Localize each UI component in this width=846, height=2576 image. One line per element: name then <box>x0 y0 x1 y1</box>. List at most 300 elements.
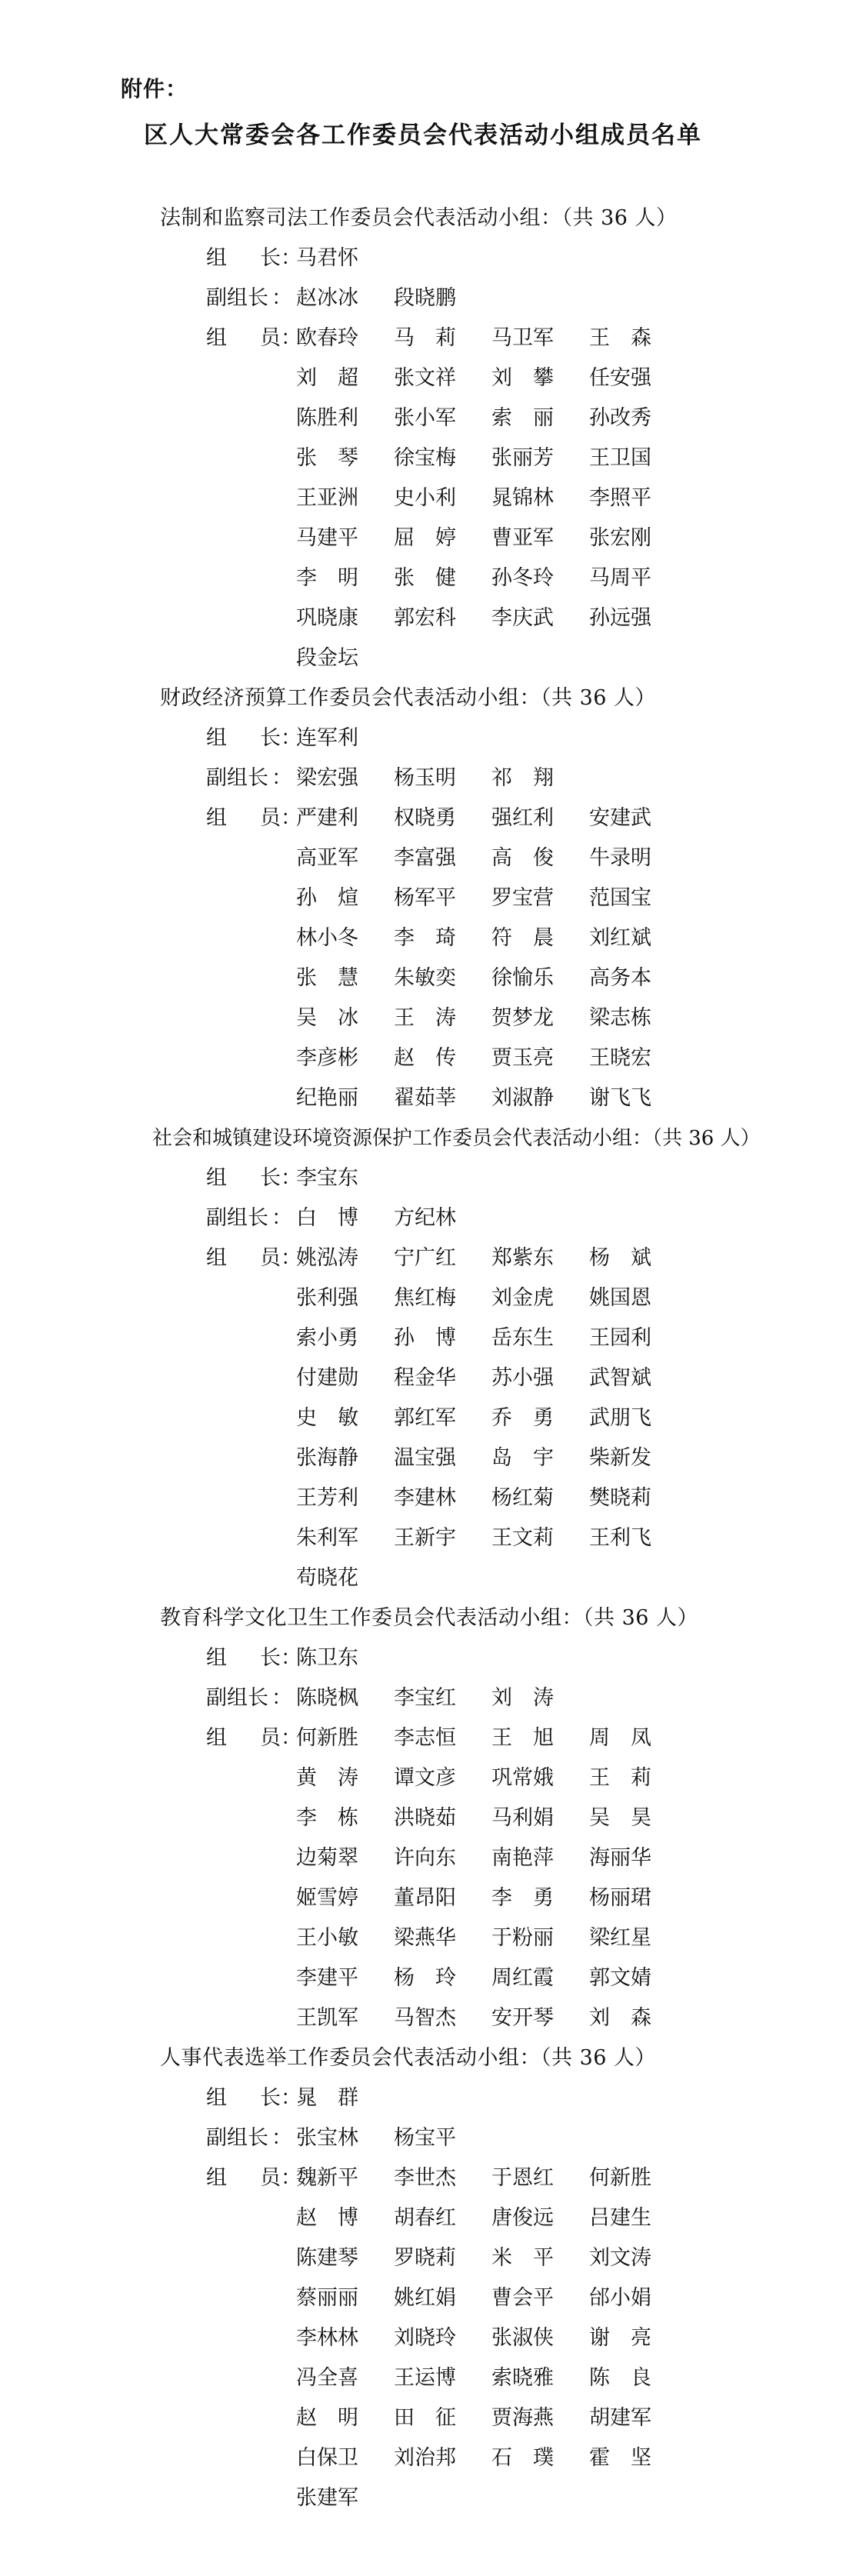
person-name: 朱利军 <box>296 1526 358 1550</box>
leader-label <box>206 718 301 758</box>
person-name: 姚国恩 <box>589 1286 651 1310</box>
person-name: 邰小娟 <box>589 2286 651 2310</box>
person-name: 周红霞 <box>491 1966 554 1990</box>
person-name: 王小敏 <box>296 1926 358 1950</box>
person-name: 刘文涛 <box>589 2246 651 2270</box>
person-name: 巩晓康 <box>296 606 358 630</box>
person-name: 李富强 <box>394 846 456 870</box>
member-label <box>206 1718 301 1758</box>
person-name: 于恩红 <box>491 2166 554 2190</box>
person-name: 严建利 <box>296 806 358 830</box>
deputy-label-part: 副组长 <box>206 286 268 310</box>
person-name: 罗晓莉 <box>394 2246 456 2270</box>
person-name: 祁 翔 <box>491 766 554 790</box>
leader-label-colon: 长： <box>260 246 301 270</box>
member-row <box>0 598 846 638</box>
person-name: 刘红斌 <box>589 926 651 950</box>
member-names <box>296 638 394 678</box>
person-name: 张文祥 <box>394 366 456 390</box>
deputy-label-part: 副组长 <box>206 766 268 790</box>
person-name: 谭文彦 <box>394 1766 456 1790</box>
person-name: 谢飞飞 <box>589 1086 651 1110</box>
person-name: 海丽华 <box>589 1846 651 1870</box>
person-name: 王芳利 <box>296 1486 358 1510</box>
member-names <box>296 598 687 638</box>
person-name: 连军利 <box>296 726 358 750</box>
person-name: 陈 良 <box>589 2366 651 2390</box>
member-names <box>296 1878 687 1918</box>
person-name: 郭文婧 <box>589 1966 651 1990</box>
person-name: 王晓宏 <box>589 1046 651 1070</box>
leader-label <box>206 238 301 278</box>
person-name: 胡春红 <box>394 2206 456 2230</box>
leader-names <box>296 238 394 278</box>
member-names <box>296 1758 687 1798</box>
person-name: 曹亚军 <box>491 526 554 550</box>
member-row <box>0 1518 846 1558</box>
member-row <box>0 398 846 438</box>
person-name: 李 勇 <box>491 1886 554 1910</box>
member-names <box>296 318 687 358</box>
person-name: 王亚洲 <box>296 486 358 510</box>
member-names <box>296 2278 687 2318</box>
person-name: 纪艳丽 <box>296 1086 358 1110</box>
person-name: 朱敏奕 <box>394 966 456 990</box>
person-name: 李彦彬 <box>296 1046 358 1070</box>
member-names <box>296 1918 687 1958</box>
member-names <box>296 438 687 478</box>
member-row <box>0 2358 846 2398</box>
person-name: 王卫国 <box>589 446 651 470</box>
person-name: 高务本 <box>589 966 651 990</box>
member-names <box>296 2158 687 2198</box>
person-name: 黄 涛 <box>296 1766 358 1790</box>
person-name: 杨玉明 <box>394 766 456 790</box>
member-row <box>0 358 846 398</box>
group-title: 教育科学文化卫生工作委员会代表活动小组：（共 36 人） <box>160 1606 699 1630</box>
member-row <box>0 2438 846 2478</box>
member-label-colon: 员： <box>260 2166 301 2190</box>
person-name: 张海静 <box>296 1446 358 1470</box>
person-name: 胡建军 <box>589 2406 651 2430</box>
person-name: 米 平 <box>491 2246 554 2270</box>
member-label-part: 组 <box>206 1726 227 1750</box>
person-name: 张小军 <box>394 406 456 430</box>
person-name: 马利娟 <box>491 1806 554 1830</box>
member-row <box>0 1398 846 1438</box>
deputy-label-part: 副组长 <box>206 1686 268 1710</box>
person-name: 霍 坚 <box>589 2446 651 2470</box>
member-names <box>296 2398 687 2438</box>
person-name: 杨丽珺 <box>589 1886 651 1910</box>
person-name: 王文莉 <box>491 1526 554 1550</box>
member-row <box>0 838 846 878</box>
person-name: 李 明 <box>296 566 358 590</box>
person-name: 曹会平 <box>491 2286 554 2310</box>
person-name: 孙冬玲 <box>491 566 554 590</box>
deputy-names <box>296 278 491 318</box>
person-name: 王 旭 <box>491 1726 554 1750</box>
group-section <box>0 1118 846 1598</box>
person-name: 张丽芳 <box>491 446 554 470</box>
person-name: 高 俊 <box>491 846 554 870</box>
person-name: 李 琦 <box>394 926 456 950</box>
member-row <box>0 1558 846 1598</box>
member-names <box>296 1318 687 1358</box>
member-names <box>296 838 687 878</box>
member-names <box>296 1238 687 1278</box>
person-name: 温宝强 <box>394 1446 456 1470</box>
person-name: 白 博 <box>296 1206 358 1230</box>
person-name: 蔡丽丽 <box>296 2286 358 2310</box>
person-name: 陈晓枫 <box>296 1686 358 1710</box>
person-name: 李 栋 <box>296 1806 358 1830</box>
person-name: 索 丽 <box>491 406 554 430</box>
person-name: 陈建琴 <box>296 2246 358 2270</box>
leader-label-part: 组 <box>206 1646 227 1670</box>
member-names <box>296 518 687 558</box>
person-name: 南艳萍 <box>491 1846 554 1870</box>
group-title: 财政经济预算工作委员会代表活动小组：（共 36 人） <box>160 686 657 710</box>
person-name: 于粉丽 <box>491 1926 554 1950</box>
person-name: 苟晓花 <box>296 1566 358 1590</box>
person-name: 田 征 <box>394 2406 456 2430</box>
person-name: 李林林 <box>296 2326 358 2350</box>
member-names <box>296 1798 687 1838</box>
person-name: 梁志栋 <box>589 1006 651 1030</box>
leader-label-part: 组 <box>206 2086 227 2110</box>
person-name: 武智斌 <box>589 1366 651 1390</box>
member-row <box>0 1878 846 1918</box>
member-row <box>0 1838 846 1878</box>
person-name: 宁广红 <box>394 1246 456 1270</box>
deputy-names <box>296 1678 589 1718</box>
leader-names <box>296 2078 394 2118</box>
deputy-names <box>296 2118 491 2158</box>
person-name: 杨红菊 <box>491 1486 554 1510</box>
person-name: 刘晓玲 <box>394 2326 456 2350</box>
person-name: 巩常娥 <box>491 1766 554 1790</box>
person-name: 屈 婷 <box>394 526 456 550</box>
deputy-label-colon: ： <box>271 1206 292 1230</box>
member-row <box>0 2478 846 2518</box>
person-name: 刘 涛 <box>491 1686 554 1710</box>
person-name: 许向东 <box>394 1846 456 1870</box>
member-label-part: 组 <box>206 806 227 830</box>
person-name: 贾海燕 <box>491 2406 554 2430</box>
member-label-part: 组 <box>206 326 227 350</box>
member-line <box>0 318 846 358</box>
attachment-label: 附件： <box>121 76 188 102</box>
member-label <box>206 318 301 358</box>
person-name: 强红利 <box>491 806 554 830</box>
member-line <box>0 798 846 838</box>
member-row <box>0 1278 846 1318</box>
person-name: 姚红娟 <box>394 2286 456 2310</box>
deputy-names <box>296 758 589 798</box>
person-name: 何新胜 <box>296 1726 358 1750</box>
member-names <box>296 1718 687 1758</box>
member-label-part: 组 <box>206 1246 227 1270</box>
person-name: 段金坛 <box>296 646 358 670</box>
leader-label-part: 组 <box>206 1166 227 1190</box>
deputy-label <box>206 2118 291 2158</box>
leader-label-colon: 长： <box>260 1646 301 1670</box>
member-line <box>0 1238 846 1278</box>
person-name: 李志恒 <box>394 1726 456 1750</box>
person-name: 樊晓莉 <box>589 1486 651 1510</box>
member-names <box>296 1998 687 2038</box>
member-row <box>0 518 846 558</box>
person-name: 马 莉 <box>394 326 456 350</box>
member-label-part: 组 <box>206 2166 227 2190</box>
member-names <box>296 1358 687 1398</box>
member-label-colon: 员： <box>260 1246 301 1270</box>
member-names <box>296 1398 687 1438</box>
person-name: 方纪林 <box>394 1206 456 1230</box>
person-name: 任安强 <box>589 366 651 390</box>
person-name: 郑紫东 <box>491 1246 554 1270</box>
person-name: 张利强 <box>296 1286 358 1310</box>
deputy-label <box>206 1198 291 1238</box>
person-name: 武朋飞 <box>589 1406 651 1430</box>
person-name: 马周平 <box>589 566 651 590</box>
deputy-line <box>0 1198 846 1238</box>
person-name: 乔 勇 <box>491 1406 554 1430</box>
person-name: 张建军 <box>296 2486 358 2510</box>
deputy-label-colon: ： <box>271 766 292 790</box>
person-name: 赵 博 <box>296 2206 358 2230</box>
deputy-label-part: 副组长 <box>206 2126 268 2150</box>
member-row <box>0 2398 846 2438</box>
person-name: 史 敏 <box>296 1406 358 1430</box>
member-row <box>0 1998 846 2038</box>
person-name: 张宝林 <box>296 2126 358 2150</box>
person-name: 姚泓涛 <box>296 1246 358 1270</box>
leader-label <box>206 1158 301 1198</box>
person-name: 贾玉亮 <box>491 1046 554 1070</box>
person-name: 焦红梅 <box>394 1286 456 1310</box>
person-name: 王园利 <box>589 1326 651 1350</box>
person-name: 杨 斌 <box>589 1246 651 1270</box>
member-names <box>296 1558 394 1598</box>
person-name: 张宏刚 <box>589 526 651 550</box>
member-row <box>0 638 846 678</box>
member-label <box>206 1238 301 1278</box>
person-name: 吕建生 <box>589 2206 651 2230</box>
deputy-label-colon: ： <box>271 286 292 310</box>
member-names <box>296 2438 687 2478</box>
member-names <box>296 478 687 518</box>
member-names <box>296 1518 687 1558</box>
person-name: 苏小强 <box>491 1366 554 1390</box>
person-name: 魏新平 <box>296 2166 358 2190</box>
leader-line <box>0 1638 846 1678</box>
member-row <box>0 1358 846 1398</box>
person-name: 贺梦龙 <box>491 1006 554 1030</box>
person-name: 史小利 <box>394 486 456 510</box>
person-name: 马智杰 <box>394 2006 456 2030</box>
member-names <box>296 1038 687 1078</box>
person-name: 欧春玲 <box>296 326 358 350</box>
member-label-colon: 员： <box>260 326 301 350</box>
member-row <box>0 2238 846 2278</box>
member-row <box>0 1798 846 1838</box>
person-name: 段晓鹏 <box>394 286 456 310</box>
person-name: 安开琴 <box>491 2006 554 2030</box>
person-name: 孙 博 <box>394 1326 456 1350</box>
leader-line <box>0 1158 846 1198</box>
person-name: 陈胜利 <box>296 406 358 430</box>
document-title: 区人大常委会各工作委员会代表活动小组成员名单 <box>144 122 702 149</box>
member-row <box>0 1958 846 1998</box>
member-names <box>296 1078 687 1118</box>
leader-line <box>0 718 846 758</box>
member-names <box>296 1838 687 1878</box>
person-name: 王凯军 <box>296 2006 358 2030</box>
person-name: 赵冰冰 <box>296 286 358 310</box>
person-name: 张 琴 <box>296 446 358 470</box>
deputy-label-colon: ： <box>271 2126 292 2150</box>
member-row <box>0 998 846 1038</box>
member-row <box>0 1038 846 1078</box>
person-name: 晁锦林 <box>491 486 554 510</box>
person-name: 梁燕华 <box>394 1926 456 1950</box>
person-name: 高亚军 <box>296 846 358 870</box>
person-name: 李宝红 <box>394 1686 456 1710</box>
group-title: 社会和城镇建设环境资源保护工作委员会代表活动小组：（共 36 人） <box>152 1127 761 1150</box>
member-names <box>296 2358 687 2398</box>
leader-label-part: 组 <box>206 246 227 270</box>
deputy-label-colon: ： <box>271 1686 292 1710</box>
group-section <box>0 2038 846 2518</box>
person-name: 范国宝 <box>589 886 651 910</box>
member-row <box>0 878 846 918</box>
deputy-line <box>0 278 846 318</box>
person-name: 李宝东 <box>296 1166 358 1190</box>
person-name: 孙 煊 <box>296 886 358 910</box>
person-name: 岛 宇 <box>491 1446 554 1470</box>
leader-label-colon: 长： <box>260 726 301 750</box>
member-names <box>296 878 687 918</box>
person-name: 牛录明 <box>589 846 651 870</box>
person-name: 张 健 <box>394 566 456 590</box>
person-name: 符 晨 <box>491 926 554 950</box>
person-name: 孙远强 <box>589 606 651 630</box>
leader-label-colon: 长： <box>260 2086 301 2110</box>
person-name: 赵 明 <box>296 2406 358 2430</box>
person-name: 安建武 <box>589 806 651 830</box>
person-name: 陈卫东 <box>296 1646 358 1670</box>
member-label-colon: 员： <box>260 806 301 830</box>
person-name: 马卫军 <box>491 326 554 350</box>
member-names <box>296 958 687 998</box>
person-name: 张 慧 <box>296 966 358 990</box>
person-name: 罗宝营 <box>491 886 554 910</box>
leader-line <box>0 2078 846 2118</box>
person-name: 付建勋 <box>296 1366 358 1390</box>
person-name: 吴 昊 <box>589 1806 651 1830</box>
person-name: 冯全喜 <box>296 2366 358 2390</box>
leader-label-colon: 长： <box>260 1166 301 1190</box>
person-name: 李照平 <box>589 486 651 510</box>
person-name: 石 璞 <box>491 2446 554 2470</box>
member-row <box>0 1918 846 1958</box>
roster-content <box>0 198 846 2518</box>
group-section <box>0 198 846 678</box>
member-names <box>296 2198 687 2238</box>
member-line <box>0 1718 846 1758</box>
person-name: 何新胜 <box>589 2166 651 2190</box>
member-row <box>0 438 846 478</box>
person-name: 杨 玲 <box>394 1966 456 1990</box>
person-name: 刘淑静 <box>491 1086 554 1110</box>
person-name: 徐愉乐 <box>491 966 554 990</box>
group-section <box>0 678 846 1118</box>
deputy-label <box>206 758 291 798</box>
person-name: 王运博 <box>394 2366 456 2390</box>
deputy-label <box>206 278 291 318</box>
person-name: 索小勇 <box>296 1326 358 1350</box>
person-name: 刘金虎 <box>491 1286 554 1310</box>
group-title: 人事代表选举工作委员会代表活动小组：（共 36 人） <box>160 2046 657 2070</box>
person-name: 董昂阳 <box>394 1886 456 1910</box>
person-name: 刘 超 <box>296 366 358 390</box>
group-section <box>0 1598 846 2038</box>
deputy-label <box>206 1678 291 1718</box>
member-row <box>0 1318 846 1358</box>
person-name: 刘治邦 <box>394 2446 456 2470</box>
member-names <box>296 558 687 598</box>
member-names <box>296 2238 687 2278</box>
leader-label-part: 组 <box>206 726 227 750</box>
member-row <box>0 478 846 518</box>
deputy-line <box>0 1678 846 1718</box>
leader-label <box>206 1638 301 1678</box>
person-name: 柴新发 <box>589 1446 651 1470</box>
member-names <box>296 998 687 1038</box>
member-row <box>0 958 846 998</box>
person-name: 晁 群 <box>296 2086 358 2110</box>
person-name: 白保卫 <box>296 2446 358 2470</box>
person-name: 洪晓茹 <box>394 1806 456 1830</box>
member-row <box>0 1478 846 1518</box>
person-name: 李建林 <box>394 1486 456 1510</box>
person-name: 杨军平 <box>394 886 456 910</box>
person-name: 梁红星 <box>589 1926 651 1950</box>
person-name: 边菊翠 <box>296 1846 358 1870</box>
person-name: 翟茹莘 <box>394 1086 456 1110</box>
deputy-line <box>0 758 846 798</box>
member-names <box>296 358 687 398</box>
person-name: 姬雪婷 <box>296 1886 358 1910</box>
person-name: 周 凤 <box>589 1726 651 1750</box>
person-name: 李庆武 <box>491 606 554 630</box>
leader-label <box>206 2078 301 2118</box>
leader-line <box>0 238 846 278</box>
person-name: 郭宏科 <box>394 606 456 630</box>
member-names <box>296 918 687 958</box>
deputy-names <box>296 1198 491 1238</box>
person-name: 岳东生 <box>491 1326 554 1350</box>
person-name: 赵 传 <box>394 1046 456 1070</box>
member-row <box>0 558 846 598</box>
person-name: 程金华 <box>394 1366 456 1390</box>
person-name: 王新宇 <box>394 1526 456 1550</box>
person-name: 张淑侠 <box>491 2326 554 2350</box>
member-names <box>296 2478 394 2518</box>
member-names <box>296 1478 687 1518</box>
